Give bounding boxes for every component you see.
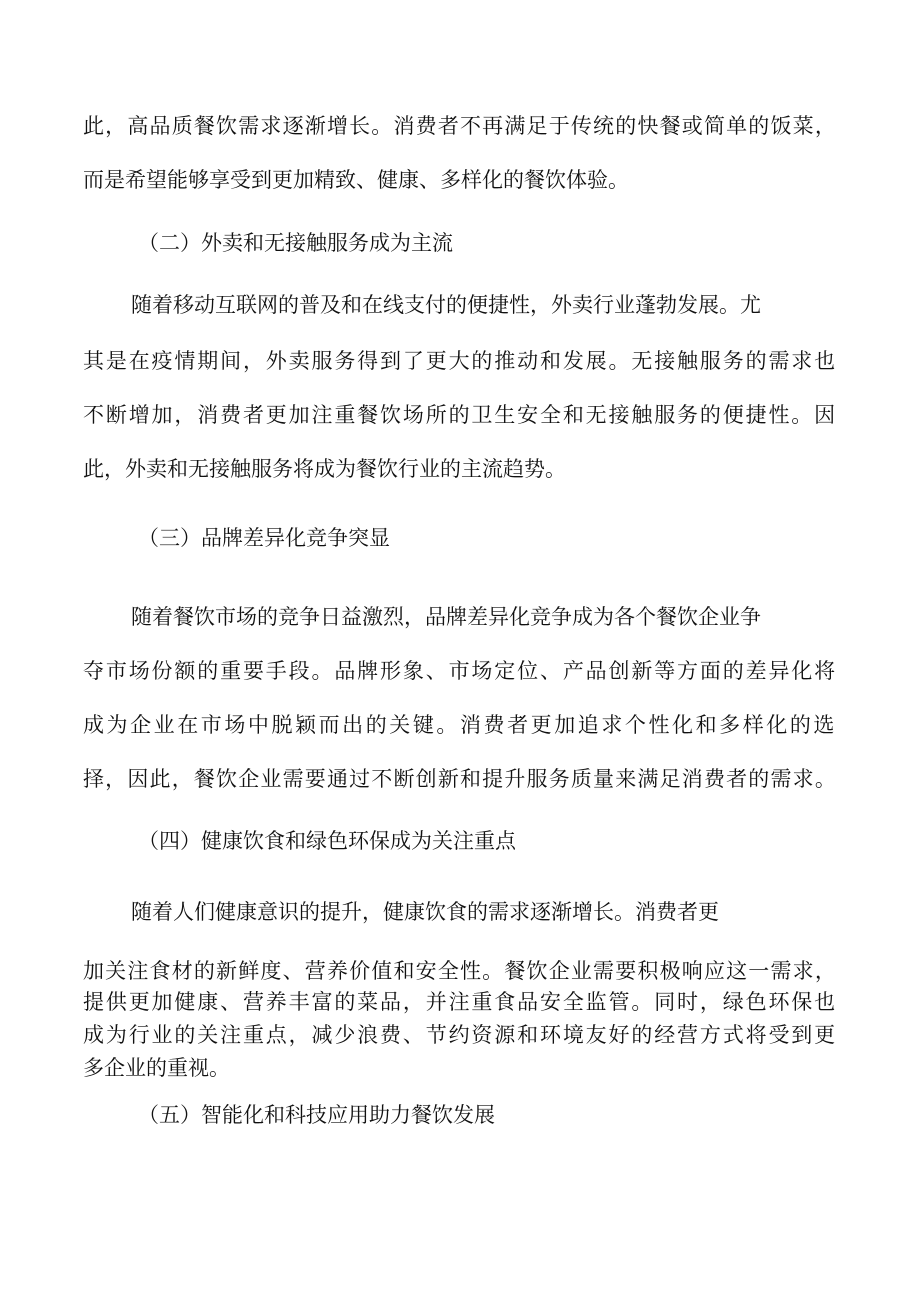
- text-line: 随着餐饮市场的竞争日益激烈，品牌差异化竞争成为各个餐饮企业争: [131, 605, 761, 629]
- text-line: 夺市场份额的重要手段。品牌形象、市场定位、产品创新等方面的差异化将: [83, 659, 837, 683]
- text-line: 成为企业在市场中脱颖而出的关键。消费者更加追求个性化和多样化的选: [83, 713, 837, 737]
- text-line: 成为行业的关注重点，减少浪费、节约资源和环境友好的经营方式将受到更: [83, 1023, 837, 1047]
- heading-text: （四）健康饮食和绿色环保成为关注重点: [138, 829, 516, 853]
- heading-text: （二）外卖和无接触服务成为主流: [138, 231, 453, 255]
- text-line: 多企业的重视。: [83, 1056, 230, 1080]
- text-line: 提供更加健康、营养丰富的菜品，并注重食品安全监管。同时，绿色环保也: [83, 990, 837, 1014]
- text-line: 随着人们健康意识的提升，健康饮食的需求逐渐增长。消费者更: [131, 900, 719, 924]
- text-line: 其是在疫情期间，外卖服务得到了更大的推动和发展。无接触服务的需求也: [83, 349, 837, 373]
- heading-text: （三）品牌差异化竞争突显: [138, 526, 390, 550]
- text-line: 此，高品质餐饮需求逐渐增长。消费者不再满足于传统的快餐或简单的饭菜，: [83, 114, 837, 138]
- text-line: 不断增加，消费者更加注重餐饮场所的卫生安全和无接触服务的便捷性。因: [83, 403, 837, 427]
- text-line: 而是希望能够享受到更加精致、健康、多样化的餐饮体验。: [83, 168, 629, 192]
- text-line: 加关注食材的新鲜度、营养价值和安全性。餐饮企业需要积极响应这一需求，: [83, 959, 837, 983]
- heading-text: （五）智能化和科技应用助力餐饮发展: [138, 1103, 495, 1127]
- text-line: 此，外卖和无接触服务将成为餐饮行业的主流趋势。: [83, 457, 566, 481]
- text-line: 择，因此，餐饮企业需要通过不断创新和提升服务质量来满足消费者的需求。: [83, 767, 837, 791]
- text-line: 随着移动互联网的普及和在线支付的便捷性，外卖行业蓬勃发展。尤: [131, 293, 761, 317]
